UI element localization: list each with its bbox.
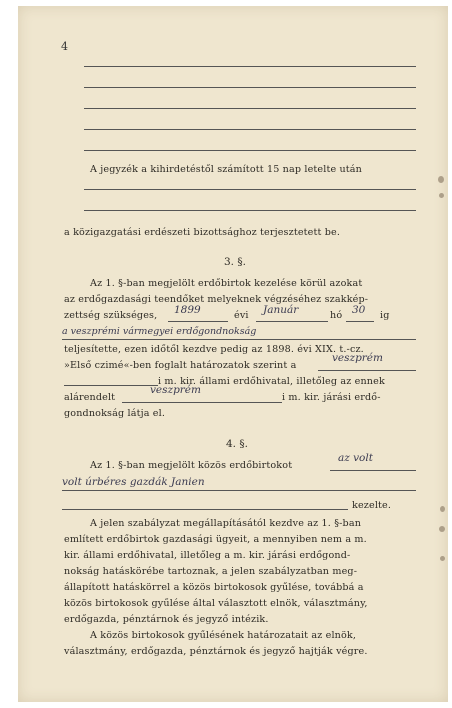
section-3-until-label: ig xyxy=(380,310,390,321)
section-3-year-label: évi xyxy=(234,310,249,321)
section-3-line-9: i m. kir. állami erdőhivatal, illetőleg az ennek xyxy=(158,376,385,387)
blank-line-2 xyxy=(84,87,416,88)
section-3-month-label: hó xyxy=(330,310,343,321)
blank-line-4 xyxy=(84,129,416,130)
paper-stain xyxy=(439,526,445,532)
manager-fill-line xyxy=(62,339,416,340)
intro-line-2: a közigazgatási erdészeti bizottsághoz terjesztetett be. xyxy=(64,227,341,238)
blank-line-6 xyxy=(84,189,416,190)
blank-line-5 xyxy=(84,150,416,151)
handwritten-office: veszprém xyxy=(332,352,383,364)
section-4-line-3: A jelen szabályzat megállapításától kezdve az 1. §-ban xyxy=(90,518,362,529)
page-number: 4 xyxy=(61,40,68,53)
section-4-line-4: említett erdőbirtok gazdasági ügyeit, a mennyiben nem a m. xyxy=(64,534,367,545)
handwritten-owner-1: az volt xyxy=(338,452,373,464)
intro-line-1: A jegyzék a kihirdetéstől számított 15 nap letelte után xyxy=(90,164,363,175)
office-name-fill-line xyxy=(64,385,158,386)
owner-fill-line-1 xyxy=(330,470,416,471)
blank-line-1 xyxy=(84,66,416,67)
section-4-line-8: közös birtokosok gyűlése által választott elnök, választmány, xyxy=(64,598,368,609)
section-3-line-12: gondnokság látja el. xyxy=(64,408,166,419)
paper-stain xyxy=(440,506,445,512)
paper-stain xyxy=(439,193,444,198)
section-3-line-2: az erdőgazdasági teendőket melyeknek végzéséhez szakkép- xyxy=(64,294,369,305)
section-4-line-5: kir. állami erdőhivatal, illetőleg a m. kir. járási erdőgond- xyxy=(64,550,351,561)
handwritten-manager: a veszprémi vármegyei erdőgondnokság xyxy=(62,326,257,337)
office-fill-line xyxy=(318,370,416,371)
section-4-line-11: választmány, erdőgazda, pénztárnok és jegyző hajtják végre. xyxy=(64,646,368,657)
section-4-line-9: erdőgazda, pénztárnok és jegyző intézik. xyxy=(64,614,269,625)
section-4-heading: 4. §. xyxy=(226,438,248,450)
section-3-heading: 3. §. xyxy=(224,256,246,268)
owner-fill-line-3 xyxy=(62,509,348,510)
paper-stain xyxy=(440,556,445,561)
handwritten-month: Január xyxy=(263,304,299,316)
year-fill-line xyxy=(168,321,228,322)
paper-stain xyxy=(438,176,444,183)
section-4-line-7: állapított hatáskörrel a közös birtokosok gyűlése, továbbá a xyxy=(64,582,364,593)
district-fill-line xyxy=(122,402,282,403)
section-4-line-6: nokság hatáskörébe tartoznak, a jelen szabályzatban meg- xyxy=(64,566,358,577)
section-4-line-1: Az 1. §-ban megjelölt közös erdőbirtokot xyxy=(90,460,293,471)
section-3-line-7: teljesítette, ezen időtől kezdve pedig az 1898. évi XIX. t.-cz. xyxy=(64,344,364,355)
section-3-line-11: i m. kir. járási erdő- xyxy=(282,392,381,403)
handwritten-owner-2: volt úrbéres gazdák Janien xyxy=(62,476,205,488)
section-4-line-2: kezelte. xyxy=(352,500,392,511)
section-3-line-1: Az 1. §-ban megjelölt erdőbirtok kezelése körül azokat xyxy=(90,278,363,289)
blank-line-7 xyxy=(84,210,416,211)
owner-fill-line-2 xyxy=(62,490,416,491)
blank-line-3 xyxy=(84,108,416,109)
section-3-line-10: alárendelt xyxy=(64,392,116,403)
section-4-line-10: A közös birtokosok gyűlésének határozatait az elnök, xyxy=(90,630,357,641)
handwritten-year: 1899 xyxy=(174,304,201,316)
section-3-line-3: zettség szükséges, xyxy=(64,310,158,321)
handwritten-day: 30 xyxy=(352,304,366,316)
handwritten-district: veszprém xyxy=(150,384,201,396)
day-fill-line xyxy=(346,321,374,322)
month-fill-line xyxy=(256,321,328,322)
document-page xyxy=(18,6,448,702)
section-3-line-8: »Első czimé«-ben foglalt határozatok szerint a xyxy=(64,360,297,371)
